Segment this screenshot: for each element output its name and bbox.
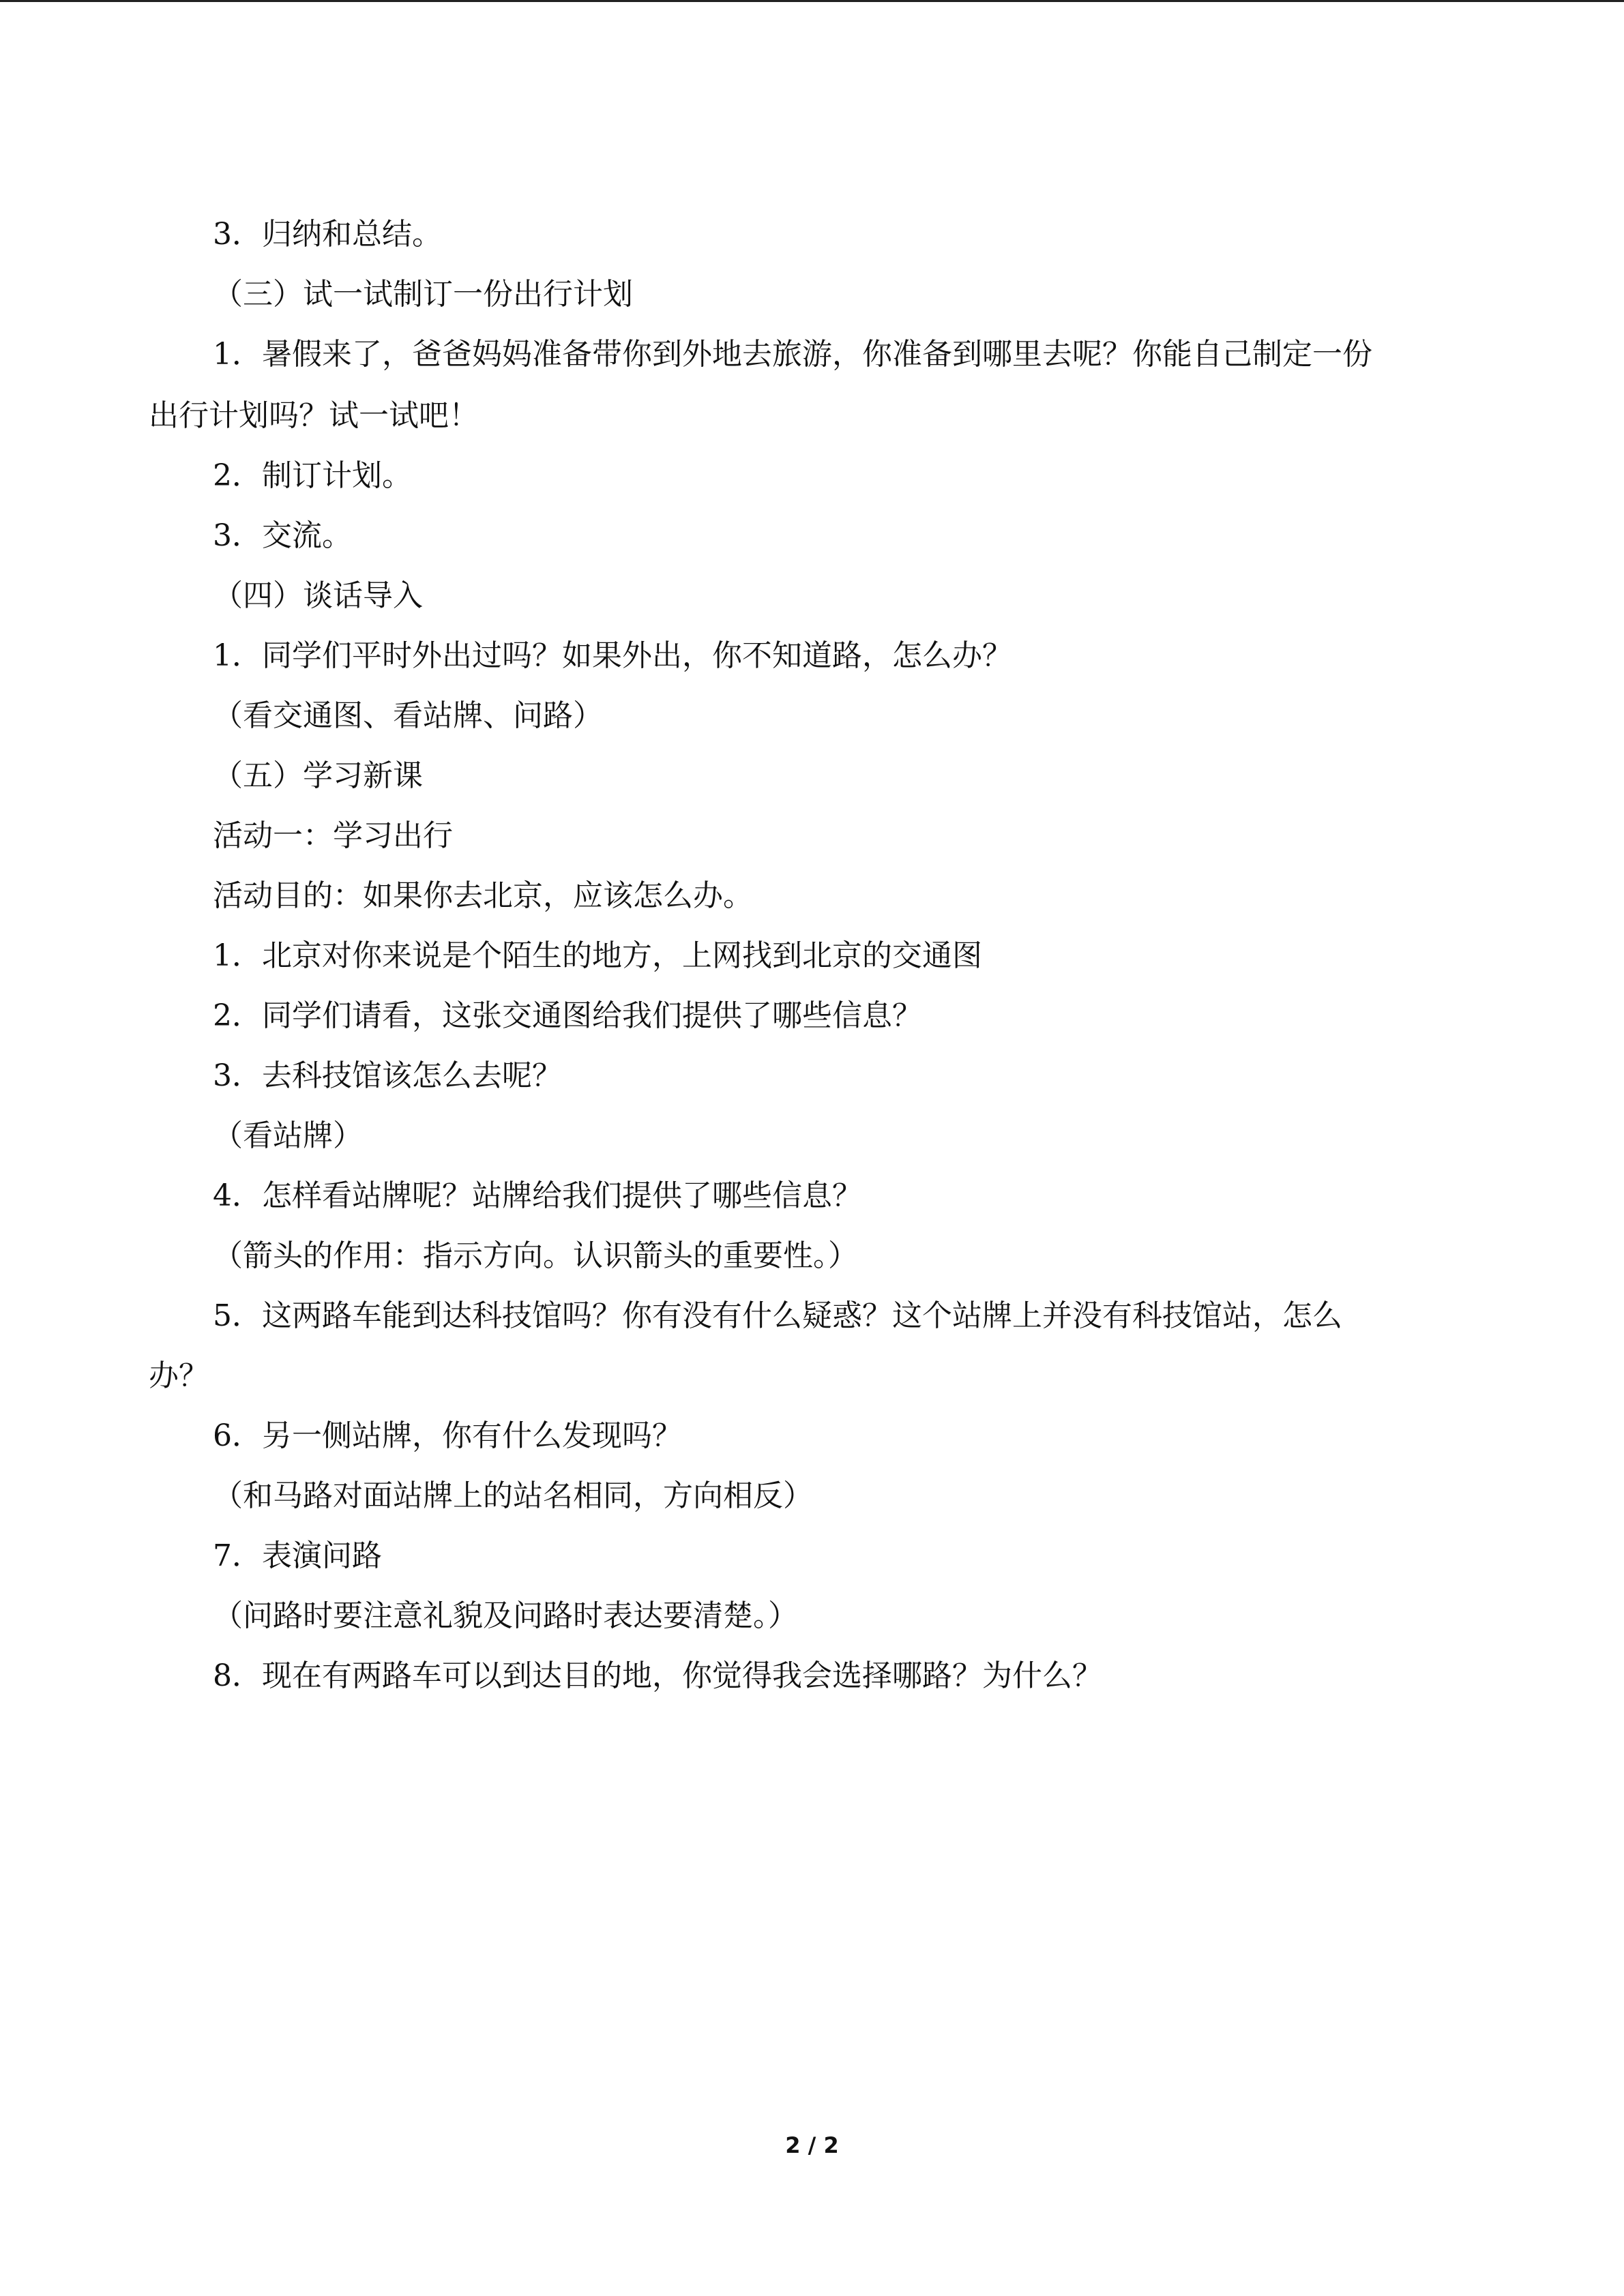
text-line: 3．交流。 (213, 518, 352, 553)
text-line: （和马路对面站牌上的站名相同，方向相反） (213, 1478, 813, 1513)
text-line-continuation: 办？ (149, 1358, 209, 1393)
text-line: 1．暑假来了，爸爸妈妈准备带你到外地去旅游，你准备到哪里去呢？你能自己制定一份 (213, 337, 1372, 372)
section-heading-3: （三）试一试制订一份出行计划 (213, 277, 633, 312)
text-line: 3．去科技馆该怎么去呢？ (213, 1058, 562, 1093)
section-heading-4: （四）谈话导入 (213, 578, 423, 613)
text-line: 2．同学们请看，这张交通图给我们提供了哪些信息？ (213, 998, 922, 1033)
text-line: 8．现在有两路车可以到达目的地，你觉得我会选择哪路？为什么？ (213, 1658, 1102, 1693)
text-line: （看站牌） (213, 1118, 363, 1153)
section-heading-5: （五）学习新课 (213, 758, 423, 793)
page-number: 2 / 2 (785, 2132, 839, 2158)
activity-title: 活动一：学习出行 (213, 818, 453, 853)
text-line: 5．这两路车能到达科技馆吗？你有没有什么疑惑？这个站牌上并没有科技馆站，怎么 (213, 1298, 1342, 1333)
text-line: 4．怎样看站牌呢？站牌给我们提供了哪些信息？ (213, 1178, 862, 1213)
text-line: （箭头的作用：指示方向。认识箭头的重要性。） (213, 1238, 858, 1273)
text-line: 1．北京对你来说是个陌生的地方，上网找到北京的交通图 (213, 938, 982, 973)
text-line: 6．另一侧站牌，你有什么发现吗？ (213, 1418, 682, 1453)
activity-goal: 活动目的：如果你去北京，应该怎么办。 (213, 878, 753, 913)
text-line: 7．表演问路 (213, 1538, 382, 1573)
text-line: （看交通图、看站牌、问路） (213, 698, 603, 733)
text-line: 1．同学们平时外出过吗？如果外出，你不知道路，怎么办？ (213, 638, 1012, 673)
text-line: 3．归纳和总结。 (213, 217, 442, 252)
text-line: 2．制订计划。 (213, 458, 412, 493)
text-line-continuation: 出行计划吗？试一试吧！ (149, 398, 479, 433)
text-line: （问路时要注意礼貌及问路时表达要清楚。） (213, 1598, 798, 1633)
